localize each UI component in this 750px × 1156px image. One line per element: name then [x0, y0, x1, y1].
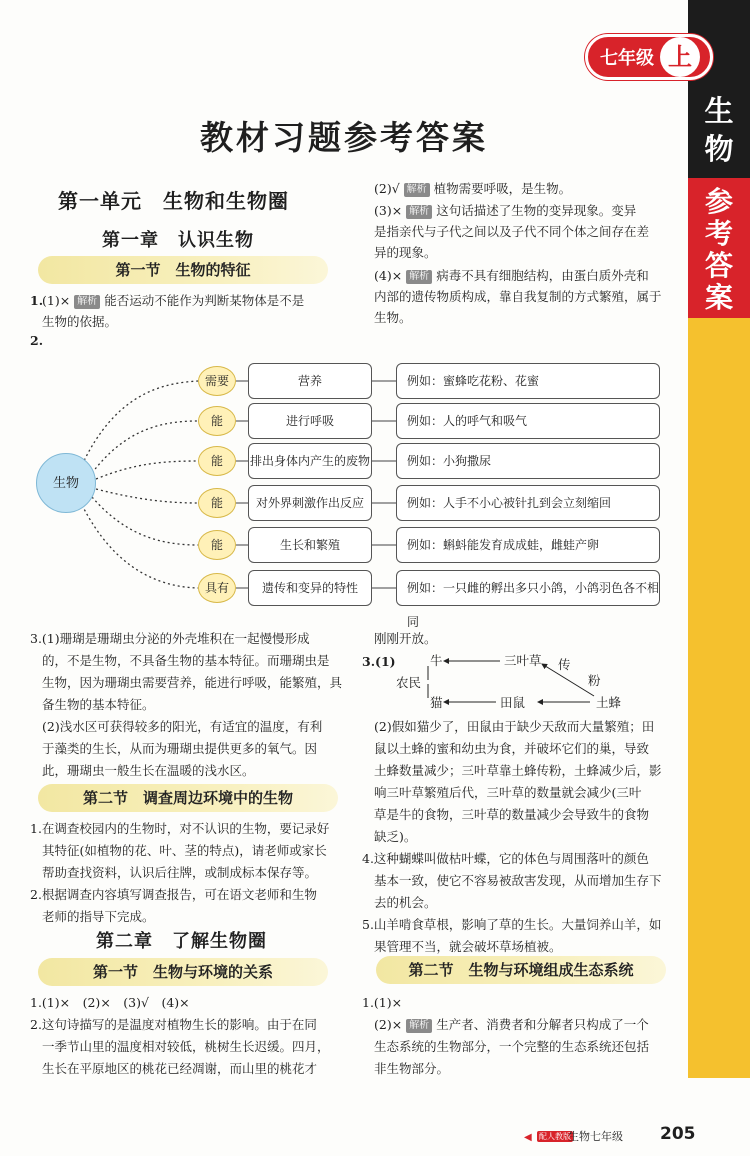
answer-line: 生长在平原地区的桃花已经凋谢，而山里的桃花才 — [42, 1061, 318, 1076]
diagram-verb: 需要 — [198, 366, 236, 396]
analysis-tag: 解析 — [404, 183, 430, 197]
answer-line: 草是牛的食物，三叶草的数量减少会导致牛的食物 — [374, 807, 650, 822]
answer-line: (2)× 解析 生产者、消费者和分解者只构成了一个 — [374, 1017, 649, 1032]
answer-line: 的，不是生物，不具备生物的基本特征。而珊瑚虫是 — [42, 653, 330, 668]
answer-line: 鼠以土蜂的蜜和幼虫为食，并破坏它们的巢，导致 — [374, 741, 650, 756]
food-web-node: 土蜂 — [596, 695, 622, 710]
answer-line: 帮助查找资料，认识后往牌，或制成标本保存等。 — [42, 865, 318, 880]
answer-line: 于藻类的生长，从而为珊瑚虫提供更多的氧气。因 — [42, 741, 318, 756]
food-web-node: 猫 — [430, 695, 443, 710]
answer-line: 缺乏)。 — [374, 829, 417, 844]
answer-line: 1.在调查校园内的生物时，对不认识的生物，要记录好 — [30, 821, 330, 836]
answer-line: (1)× 解析 能否运动不能作为判断某物体是不是 — [42, 293, 305, 308]
chapter-title: 第二章 了解生物圈 — [96, 931, 267, 952]
diagram-example-box: 例如：蜜蜂吃花粉、花蜜 — [396, 363, 660, 399]
diagram-content-box: 遗传和变异的特性 — [248, 570, 372, 606]
answer-line: 一季节山里的温度相对较低，桃树生长迟缓。四月， — [42, 1039, 330, 1054]
page-number: 205 — [660, 1124, 696, 1144]
footer-subject: 生物七年级 — [568, 1130, 623, 1143]
answer-line: 土蜂数量减少；三叶草靠土蜂传粉，土蜂减少后，影 — [374, 763, 662, 778]
answer-line: (4)× 解析 病毒不具有细胞结构，由蛋白质外壳和 — [374, 268, 649, 283]
analysis-tag: 解析 — [74, 295, 100, 309]
answer-line: 果管理不当，就会破坏草场植被。 — [374, 939, 562, 954]
answer-line: 是指亲代与子代之间以及子代不同个体之间存在差 — [374, 224, 650, 239]
analysis-tag: 解析 — [406, 205, 432, 219]
term-badge: 上 — [660, 37, 700, 77]
diagram-example-box: 例如：人手不小心被针扎到会立刻缩回 — [396, 485, 660, 521]
side-tab-strip — [688, 318, 750, 1078]
diagram-example-box: 例如：人的呼气和吸气 — [396, 403, 660, 439]
answer-line: 异的现象。 — [374, 245, 437, 260]
chapter-title: 第一章 认识生物 — [102, 230, 254, 251]
section-heading: 第二节 调查周边环境中的生物 — [38, 784, 338, 812]
food-web-node: 田鼠 — [500, 695, 526, 710]
section-heading: 第二节 生物与环境组成生态系统 — [376, 956, 666, 984]
food-web-diagram — [392, 650, 652, 714]
diagram-content-box: 生长和繁殖 — [248, 527, 372, 563]
answer-line: 生物，因为珊瑚虫需要营养，能进行呼吸，能繁殖，具 — [42, 675, 343, 690]
food-web-label: 传 — [558, 657, 571, 672]
answer-line: 3.(1)珊瑚是珊瑚虫分泌的外壳堆积在一起慢慢形成 — [30, 631, 310, 646]
footer-arrow-icon: ◀ — [524, 1132, 532, 1143]
answer-line: 去的机会。 — [374, 895, 437, 910]
answer-line: 1.(1)× — [362, 995, 403, 1010]
answer-line: 其特征(如植物的花、叶、茎的特点)，请老师或家长 — [42, 843, 327, 858]
answer-line: 生态系统的生物部分，一个完整的生态系统还包括 — [374, 1039, 650, 1054]
footer-edition-tag: 配人教版 — [539, 1132, 571, 1141]
food-web-node: 三叶草 — [504, 653, 542, 668]
diagram-verb: 能 — [198, 446, 236, 476]
diagram-example-box: 例如：蝌蚪能发育成成蛙，雌蛙产卵 — [396, 527, 660, 563]
diagram-example-box: 例如：一只雌的孵出多只小鸽，小鸽羽色各不相同 — [396, 570, 660, 606]
answer-line: 2.根据调查内容填写调查报告，可在语文老师和生物 — [30, 887, 317, 902]
question-number: 2. — [30, 333, 44, 348]
characteristics-diagram — [30, 355, 670, 629]
answer-line: 4.这种蝴蝶叫做枯叶蝶，它的体色与周围落叶的颜色 — [362, 851, 649, 866]
answer-line: 基本一致，使它不容易被敌害发现，从而增加生存下 — [374, 873, 662, 888]
question-number: 1. — [30, 293, 44, 308]
analysis-tag: 解析 — [406, 270, 432, 284]
diagram-verb: 能 — [198, 530, 236, 560]
answer-line: 生物的依据。 — [42, 314, 118, 329]
analysis-tag: 解析 — [406, 1019, 432, 1033]
diagram-content-box: 排出身体内产生的废物 — [248, 443, 372, 479]
answer-line: 生物。 — [374, 310, 412, 325]
diagram-content-box: 营养 — [248, 363, 372, 399]
section-heading: 第一节 生物与环境的关系 — [38, 958, 328, 986]
unit-title: 第一单元 生物和生物圈 — [58, 189, 289, 213]
food-web-node: 农民 — [396, 675, 422, 690]
answer-line: (2)假如猫少了，田鼠由于缺少天敌而大量繁殖；田 — [374, 719, 655, 734]
answer-line: 此，珊瑚虫一般生长在温暖的浅水区。 — [42, 763, 255, 778]
diagram-verb: 能 — [198, 406, 236, 436]
diagram-hub: 生物 — [36, 453, 96, 513]
answer-line: 非生物部分。 — [374, 1061, 450, 1076]
answer-line: 响三叶草繁殖后代，三叶草的数量就会减少(三叶 — [374, 785, 642, 800]
answer-line: 备生物的基本特征。 — [42, 697, 155, 712]
side-answers-label: 参考答案 — [704, 185, 733, 314]
answer-line: 1.(1)× (2)× (3)√ (4)× — [30, 995, 190, 1010]
answer-line: (3)× 解析 这句话描述了生物的变异现象。变异 — [374, 203, 637, 218]
diagram-verb: 能 — [198, 488, 236, 518]
question-number: 3.(1) — [362, 654, 396, 669]
diagram-example-box: 例如：小狗撒尿 — [396, 443, 660, 479]
answer-line: 2.这句诗描写的是温度对植物生长的影响。由于在同 — [30, 1017, 317, 1032]
side-subject-label: 生物 — [704, 94, 734, 166]
answer-line: (2)√ 解析 植物需要呼吸，是生物。 — [374, 181, 572, 196]
food-web-node: 牛 — [430, 653, 443, 668]
answer-line: (2)浅水区可获得较多的阳光，有适宜的温度，有利 — [42, 719, 323, 734]
page-title: 教材习题参考答案 — [200, 118, 488, 157]
diagram-verb: 具有 — [198, 573, 236, 603]
diagram-content-box: 对外界刺激作出反应 — [248, 485, 372, 521]
grade-label: 七年级 — [600, 48, 654, 69]
food-web-label: 粉 — [588, 673, 601, 688]
diagram-content-box: 进行呼吸 — [248, 403, 372, 439]
answer-line: 刚刚开放。 — [374, 631, 437, 646]
answer-line: 内部的遗传物质构成，靠自我复制的方式繁殖，属于 — [374, 289, 662, 304]
answer-line: 5.山羊啃食草根，影响了草的生长。大量饲养山羊，如 — [362, 917, 662, 932]
answer-line: 老师的指导下完成。 — [42, 909, 155, 924]
section-heading: 第一节 生物的特征 — [38, 256, 328, 284]
